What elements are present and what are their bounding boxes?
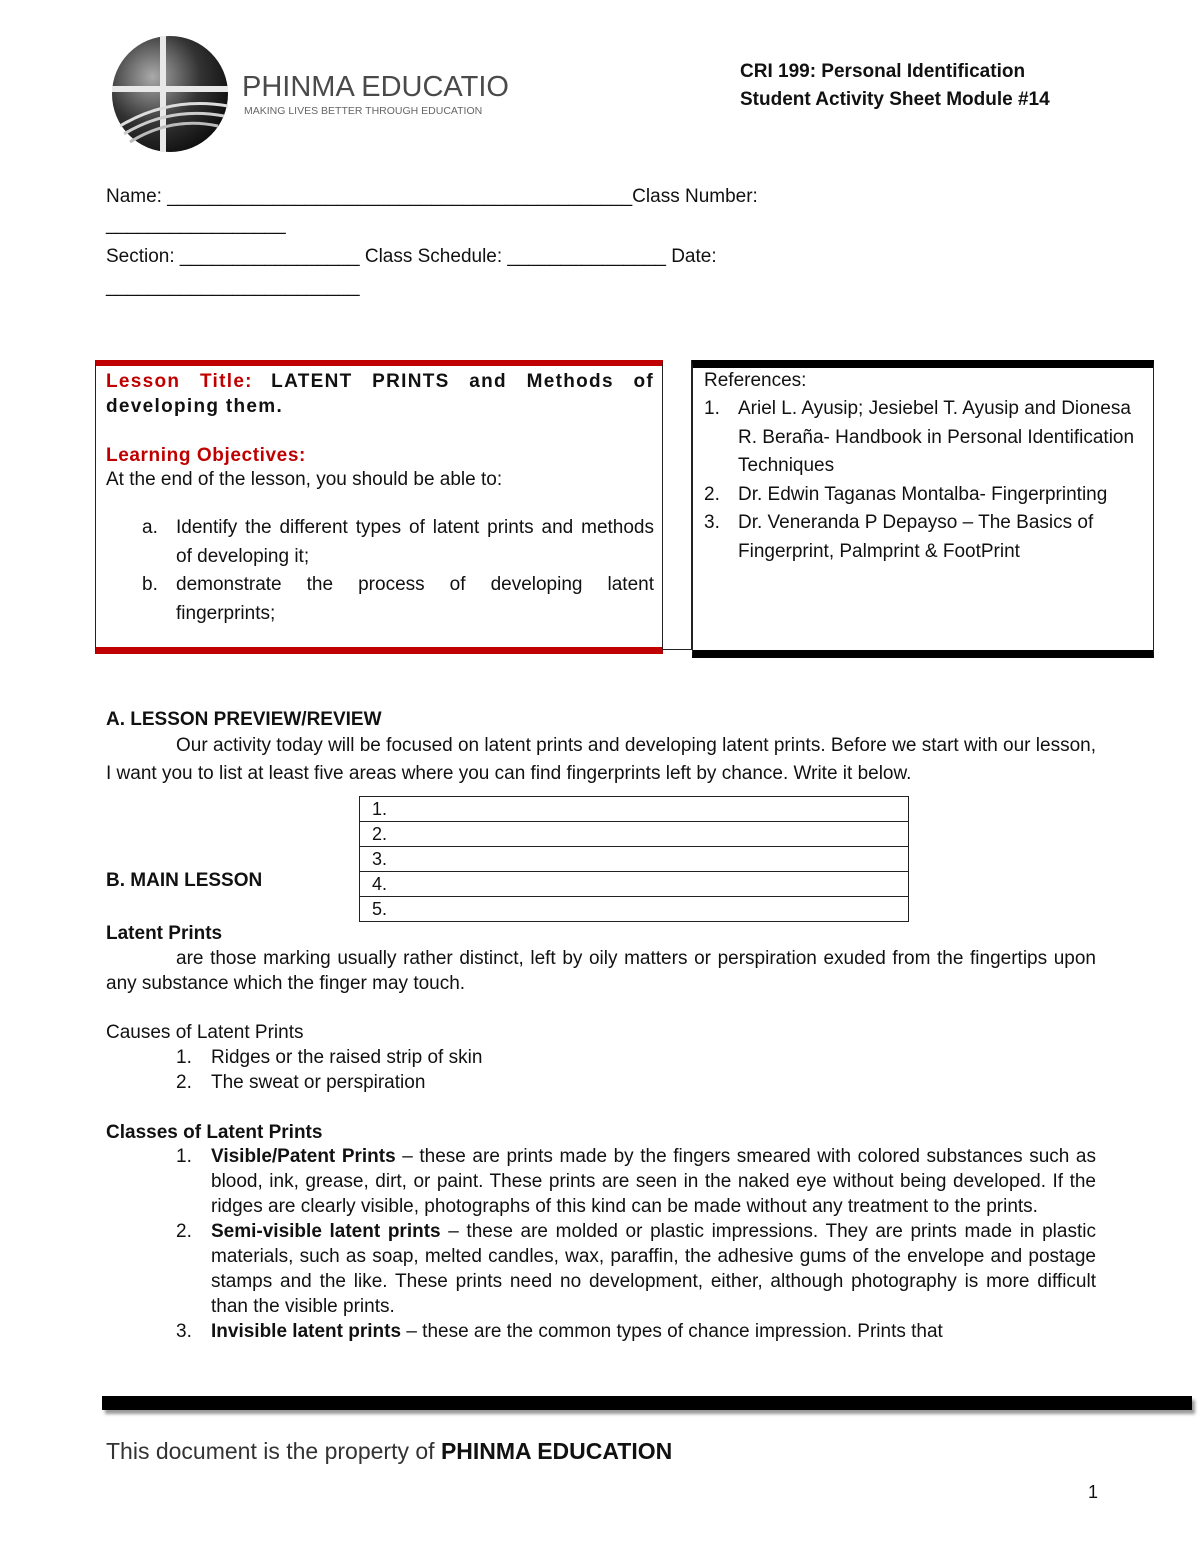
causes-list <box>106 1045 1096 1095</box>
cause-item <box>106 1045 1096 1070</box>
objective-marker: b. <box>142 574 158 595</box>
objectives-label: Learning Objectives: <box>106 445 306 466</box>
lesson-title <box>106 369 654 419</box>
objective-item <box>106 571 654 628</box>
reference-text: Dr. Edwin Taganas Montalba- Fingerprinting <box>738 483 1108 505</box>
footer-bar <box>102 1396 1192 1410</box>
reference-text: Dr. Veneranda P Depayso – The Basics of Fingerprint, Palmprint & FootPrint <box>738 512 1094 562</box>
section-field-row: Section: _________________ Class Schedule: _______________ Date: <box>106 246 717 267</box>
class-text: – these are molded or plastic impressions. They are prints made in plastic materials, such as soap, melted candles, wax, paraffin, the adhesive gums of the envelope and postage stamps and the like. These prints need no development, either, although photography is more difficult than the visible prints. <box>211 1221 1096 1317</box>
objectives-intro: At the end of the lesson, you should be able to: <box>106 469 503 490</box>
answer-cell[interactable]: 4. <box>360 872 909 897</box>
objective-text: demonstrate the process of developing latent fingerprints; <box>176 574 654 624</box>
answer-cell[interactable]: 3. <box>360 847 909 872</box>
class-term: Visible/Patent Prints <box>211 1146 396 1167</box>
class-item <box>106 1219 1096 1319</box>
box-spacer <box>663 360 692 650</box>
answer-row[interactable] <box>360 847 909 872</box>
footer-brand: PHINMA EDUCATION <box>440 1438 673 1464</box>
page-number: 1 <box>1088 1482 1099 1502</box>
phinma-logo <box>110 34 510 154</box>
section-field-row-cont: ________________________ <box>106 276 360 297</box>
lesson-title-label: Lesson Title: <box>106 371 253 392</box>
reference-item <box>704 481 1144 510</box>
brand-name: PHINMA EDUCATION <box>242 71 510 103</box>
answer-row[interactable] <box>360 822 909 847</box>
class-item <box>106 1144 1096 1219</box>
objective-marker: a. <box>142 517 158 538</box>
latent-prints-heading: Latent Prints <box>106 923 223 944</box>
answer-row[interactable] <box>360 797 909 822</box>
reference-marker: 2. <box>704 483 720 505</box>
brand-tagline: MAKING LIVES BETTER THROUGH EDUCATION <box>244 105 483 117</box>
latent-prints-definition: are those marking usually rather distinct, left by oily matters or perspiration exuded from the fingertips upon any substance which the finger may touch. <box>106 948 1096 994</box>
footer-property-note <box>106 1438 672 1465</box>
cause-text: The sweat or perspiration <box>211 1072 426 1093</box>
class-marker: 2. <box>176 1221 192 1242</box>
answer-cell[interactable]: 1. <box>360 797 909 822</box>
class-text: – these are the common types of chance impression. Prints that <box>401 1321 943 1342</box>
causes-heading: Causes of Latent Prints <box>106 1022 304 1043</box>
class-marker: 1. <box>176 1146 192 1167</box>
answer-table <box>359 796 909 922</box>
answer-row[interactable] <box>360 897 909 922</box>
answer-row[interactable] <box>360 872 909 897</box>
reference-item <box>704 395 1144 481</box>
objective-item <box>106 514 654 571</box>
class-marker: 3. <box>176 1321 192 1342</box>
cause-item <box>106 1070 1096 1095</box>
section-b-heading: B. MAIN LESSON <box>106 870 263 891</box>
objective-text: Identify the different types of latent prints and methods of developing it; <box>176 517 654 567</box>
course-heading <box>740 58 1050 114</box>
footer-text-prefix: This document is the property of <box>106 1438 441 1464</box>
class-item <box>106 1319 1096 1344</box>
cause-text: Ridges or the raised strip of skin <box>211 1047 483 1068</box>
course-title: CRI 199: Personal Identification <box>740 61 1026 82</box>
section-a-paragraph: Our activity today will be focused on latent prints and developing latent prints. Before we start with our lesson, I want you to list at least five areas where you can find fingerprints left by chance. Write it below. <box>106 735 1096 784</box>
name-field-row-cont: _________________ <box>106 214 286 235</box>
cause-marker: 1. <box>176 1047 192 1068</box>
lesson-title-text: LATENT PRINTS and Methods of developing them. <box>106 371 654 417</box>
reference-item <box>704 509 1144 566</box>
module-title: Student Activity Sheet Module #14 <box>740 89 1050 110</box>
references-list <box>704 395 1144 566</box>
class-term: Invisible latent prints <box>211 1321 402 1342</box>
classes-heading: Classes of Latent Prints <box>106 1122 323 1143</box>
section-a-heading: A. LESSON PREVIEW/REVIEW <box>106 709 382 730</box>
reference-text: Ariel L. Ayusip; Jesiebel T. Ayusip and Dionesa R. Beraña- Handbook in Personal Identification Techniques <box>738 398 1135 476</box>
objectives-list <box>106 514 654 628</box>
references-label: References: <box>704 370 807 391</box>
class-term: Semi-visible latent prints <box>211 1221 441 1242</box>
answer-cell[interactable]: 5. <box>360 897 909 922</box>
cause-marker: 2. <box>176 1072 192 1093</box>
answer-cell[interactable]: 2. <box>360 822 909 847</box>
reference-marker: 1. <box>704 398 720 419</box>
reference-marker: 3. <box>704 512 720 533</box>
name-field-row: Name: ____________________________________________Class Number: <box>106 186 758 207</box>
classes-list <box>106 1144 1096 1344</box>
class-text: – these are prints made by the fingers smeared with colored substances such as blood, ink, grease, dirt, or paint. These prints are seen in the naked eye without being developed. If the ridges are clearly visible, photographs of this kind can be made without any treatment to the prints. <box>211 1146 1096 1217</box>
